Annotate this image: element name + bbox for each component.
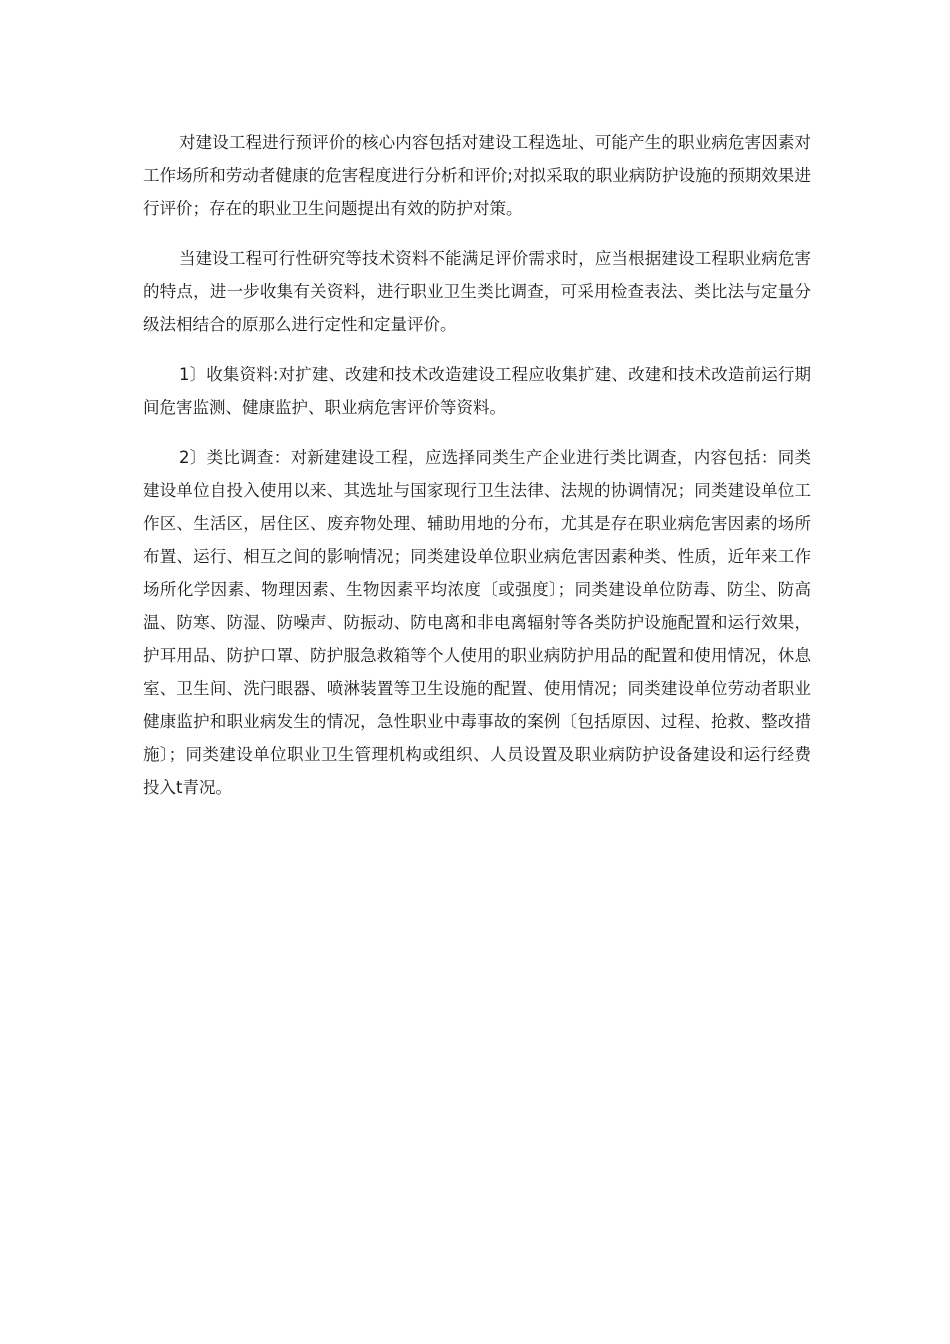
paragraph-core-content: 对建设工程进行预评价的核心内容包括对建设工程选址、可能产生的职业病危害因素对工作场所和劳动者健康的危害程度进行分析和评价;对拟采取的职业病防护设施的预期效果进行评价；存在的职业卫生问题提出有效的防护对策。 [143,133,811,218]
paragraph-collect-data: 1〕收集资料:对扩建、改建和技术改造建设工程应收集扩建、改建和技术改造前运行期间危害监测、健康监护、职业病危害评价等资料。 [143,365,811,417]
document-body [143,126,811,804]
paragraph-evaluation-methods: 当建设工程可行性研究等技术资料不能满足评价需求时，应当根据建设工程职业病危害的特点，进一步收集有关资料，进行职业卫生类比调查，可采用检查表法、类比法与定量分级法相结合的原那么进行定性和定量评价。 [143,249,811,334]
paragraph-analogy-survey: 2〕类比调查：对新建建设工程，应选择同类生产企业进行类比调查，内容包括：同类建设单位自投入使用以来、其选址与国家现行卫生法律、法规的协调情况；同类建设单位工作区、生活区，居住区、废弃物处理、辅助用地的分布，尤其是存在职业病危害因素的场所布置、运行、相互之间的影响情况；同类建设单位职业病危害因素种类、性质，近年来工作场所化学因素、物理因素、生物因素平均浓度〔或强度〕；同类建设单位防毒、防尘、防高温、防寒、防湿、防噪声、防振动、防电离和非电离辐射等各类防护设施配置和运行效果，护耳用品、防护口罩、防护服急救箱等个人使用的职业病防护用品的配置和使用情况，休息室、卫生间、洗闩眼器、喷淋装置等卫生设施的配置、使用情况；同类建设单位劳动者职业健康监护和职业病发生的情况，急性职业中毒事故的案例〔包括原因、过程、抢救、整改措施〕；同类建设单位职业卫生管理机构或组织、人员设置及职业病防护设备建设和运行经费投入t青况。 [143,448,811,797]
